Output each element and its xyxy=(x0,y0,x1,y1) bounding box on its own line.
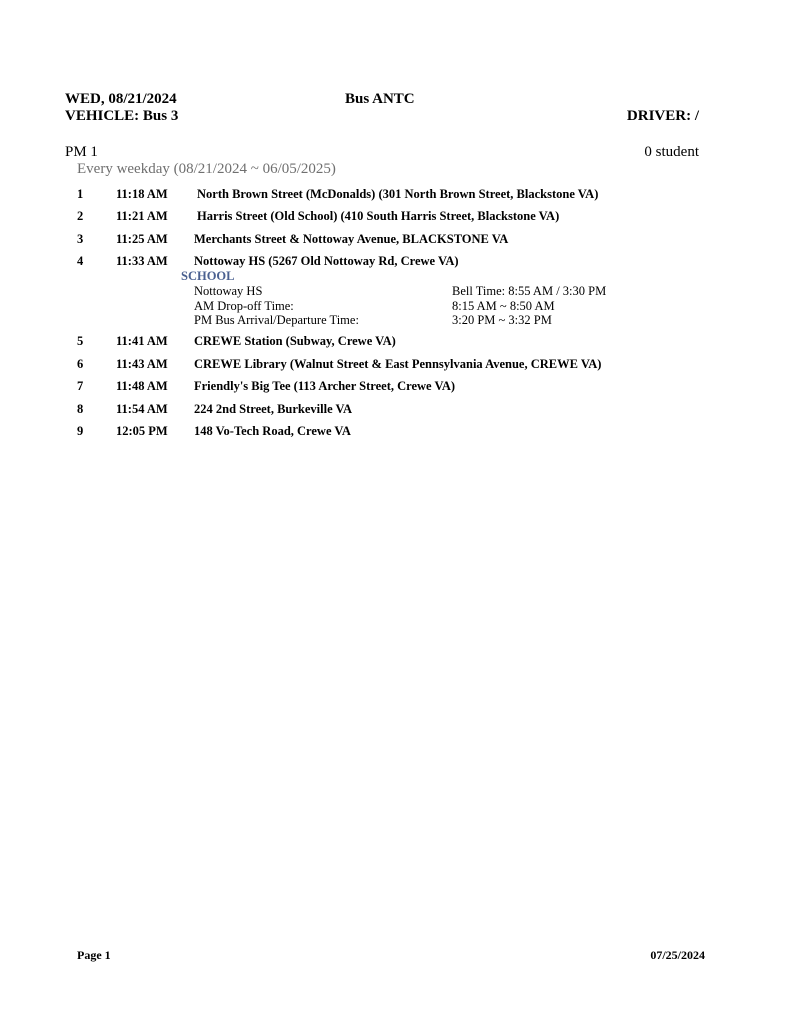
stop-number: 9 xyxy=(77,424,84,438)
stop-number: 4 xyxy=(77,254,84,268)
pm-arrival-value: 3:20 PM ~ 3:32 PM xyxy=(452,313,552,327)
school-name: Nottoway HS xyxy=(194,284,263,298)
bus-name: Bus ANTC xyxy=(345,91,415,107)
stop-location: Nottoway HS (5267 Old Nottoway Rd, Crewe VA) xyxy=(194,254,459,268)
stop-number: 3 xyxy=(77,232,84,246)
driver-label: DRIVER: / xyxy=(626,108,699,124)
student-count: 0 student xyxy=(644,144,699,160)
page-number: Page 1 xyxy=(77,948,111,962)
stop-location: CREWE Library (Walnut Street & East Pennsylvania Avenue, CREWE VA) xyxy=(194,357,602,371)
stop-location: Merchants Street & Nottoway Avenue, BLACKSTONE VA xyxy=(194,232,509,246)
stop-location: North Brown Street (McDonalds) (301 North Brown Street, Blackstone VA) xyxy=(197,187,599,201)
stop-location: 148 Vo-Tech Road, Crewe VA xyxy=(194,424,351,438)
stop-row xyxy=(0,357,791,375)
stop-row xyxy=(0,232,791,250)
stop-number: 2 xyxy=(77,209,84,223)
am-dropoff-label: AM Drop-off Time: xyxy=(194,299,294,313)
stop-number: 6 xyxy=(77,357,84,371)
stop-row xyxy=(0,209,791,227)
stop-time: 12:05 PM xyxy=(116,424,168,438)
bell-time: Bell Time: 8:55 AM / 3:30 PM xyxy=(452,284,607,298)
route-name: PM 1 xyxy=(65,144,98,160)
stop-number: 7 xyxy=(77,379,84,393)
pm-arrival-label: PM Bus Arrival/Departure Time: xyxy=(194,313,359,327)
stop-number: 1 xyxy=(77,187,84,201)
stop-time: 11:43 AM xyxy=(116,357,168,371)
stop-time: 11:41 AM xyxy=(116,334,168,348)
stop-location: 224 2nd Street, Burkeville VA xyxy=(194,402,352,416)
route-schedule: Every weekday (08/21/2024 ~ 06/05/2025) xyxy=(77,161,336,177)
stop-row xyxy=(0,402,791,420)
stop-row xyxy=(0,187,791,205)
stop-row xyxy=(0,254,791,272)
service-date: WED, 08/21/2024 xyxy=(65,91,177,107)
stop-time: 11:54 AM xyxy=(116,402,168,416)
stop-row xyxy=(0,334,791,352)
stop-location: Friendly's Big Tee (113 Archer Street, Crewe VA) xyxy=(194,379,456,393)
am-dropoff-value: 8:15 AM ~ 8:50 AM xyxy=(452,299,555,313)
stop-time: 11:18 AM xyxy=(116,187,168,201)
stop-location: CREWE Station (Subway, Crewe VA) xyxy=(194,334,396,348)
stop-number: 5 xyxy=(77,334,84,348)
school-label: SCHOOL xyxy=(181,269,235,283)
print-date: 07/25/2024 xyxy=(650,948,705,962)
stop-number: 8 xyxy=(77,402,84,416)
stop-location: Harris Street (Old School) (410 South Harris Street, Blackstone VA) xyxy=(197,209,560,223)
vehicle-label: VEHICLE: Bus 3 xyxy=(65,108,179,124)
stop-time: 11:48 AM xyxy=(116,379,168,393)
stop-time: 11:33 AM xyxy=(116,254,168,268)
stop-time: 11:25 AM xyxy=(116,232,168,246)
stop-row xyxy=(0,379,791,397)
stop-time: 11:21 AM xyxy=(116,209,168,223)
stop-row xyxy=(0,424,791,442)
